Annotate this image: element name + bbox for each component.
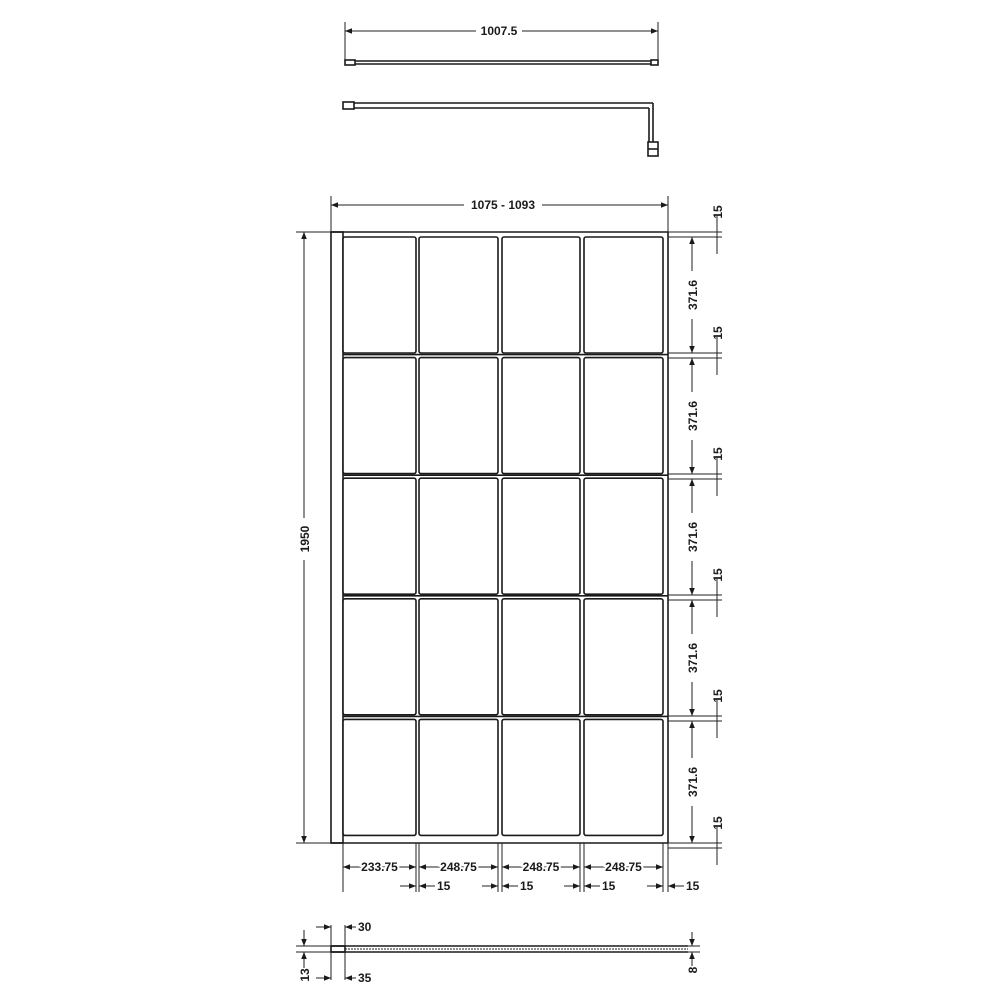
glass-pane <box>502 478 580 594</box>
frame-15-label: 15 <box>520 879 534 893</box>
glass-pane <box>419 478 498 594</box>
frame-15-label: 15 <box>686 879 700 893</box>
glass-pane <box>584 478 663 594</box>
glass-pane <box>502 358 580 474</box>
panel-height-label: 1950 <box>298 525 312 553</box>
glass-pane <box>419 358 498 474</box>
pane-height-label: 371.6 <box>686 766 700 798</box>
support-bar-plan-view <box>343 102 658 156</box>
glass-pane <box>584 237 663 353</box>
glass-pane <box>502 719 580 835</box>
column-width-label: 248.75 <box>522 860 560 874</box>
column-width-label: 233.75 <box>361 860 398 874</box>
glass-pane <box>343 478 416 594</box>
pane-height-label: 371.6 <box>686 400 700 432</box>
panel-width-label: 1075 - 1093 <box>470 198 536 212</box>
glass-pane <box>343 719 416 835</box>
panel-height-dimension <box>296 232 331 843</box>
bar-length-label: 1007.5 <box>480 24 518 38</box>
glass-pane <box>419 237 498 353</box>
frame-15-label: 15 <box>711 568 725 582</box>
frame-15-label: 15 <box>711 326 725 340</box>
support-bar-front-view <box>345 22 658 65</box>
pane-height-dimensions <box>668 205 725 865</box>
pane-height-label: 371.6 <box>686 279 700 311</box>
base-8-label: 8 <box>686 966 700 974</box>
base-35-label: 35 <box>358 971 372 985</box>
frame-15-label: 15 <box>437 879 451 893</box>
shower-screen-panel <box>331 232 668 843</box>
column-width-label: 248.75 <box>605 860 642 874</box>
glass-pane <box>584 358 663 474</box>
pane-height-label: 371.6 <box>686 521 700 553</box>
base-13-label: 13 <box>298 968 312 982</box>
column-width-dimensions <box>343 843 700 893</box>
glass-pane <box>502 599 580 715</box>
glass-pane <box>584 599 663 715</box>
glass-pane <box>343 358 416 474</box>
frame-15-label: 15 <box>602 879 616 893</box>
panel-width-dimension <box>331 196 668 232</box>
frame-15-label: 15 <box>711 689 725 703</box>
frame-15-label: 15 <box>711 205 725 219</box>
glass-panes <box>343 237 668 835</box>
glass-pane <box>584 719 663 835</box>
glass-pane <box>343 237 416 353</box>
frame-15-label: 15 <box>711 447 725 461</box>
pane-height-label: 371.6 <box>686 642 700 674</box>
column-width-label: 248.75 <box>440 860 477 874</box>
glass-pane <box>419 599 498 715</box>
glass-pane <box>343 599 416 715</box>
base-30-label: 30 <box>358 920 372 934</box>
glass-pane <box>502 237 580 353</box>
glass-pane <box>419 719 498 835</box>
base-section-view <box>296 920 700 985</box>
frame-15-label: 15 <box>711 816 725 830</box>
